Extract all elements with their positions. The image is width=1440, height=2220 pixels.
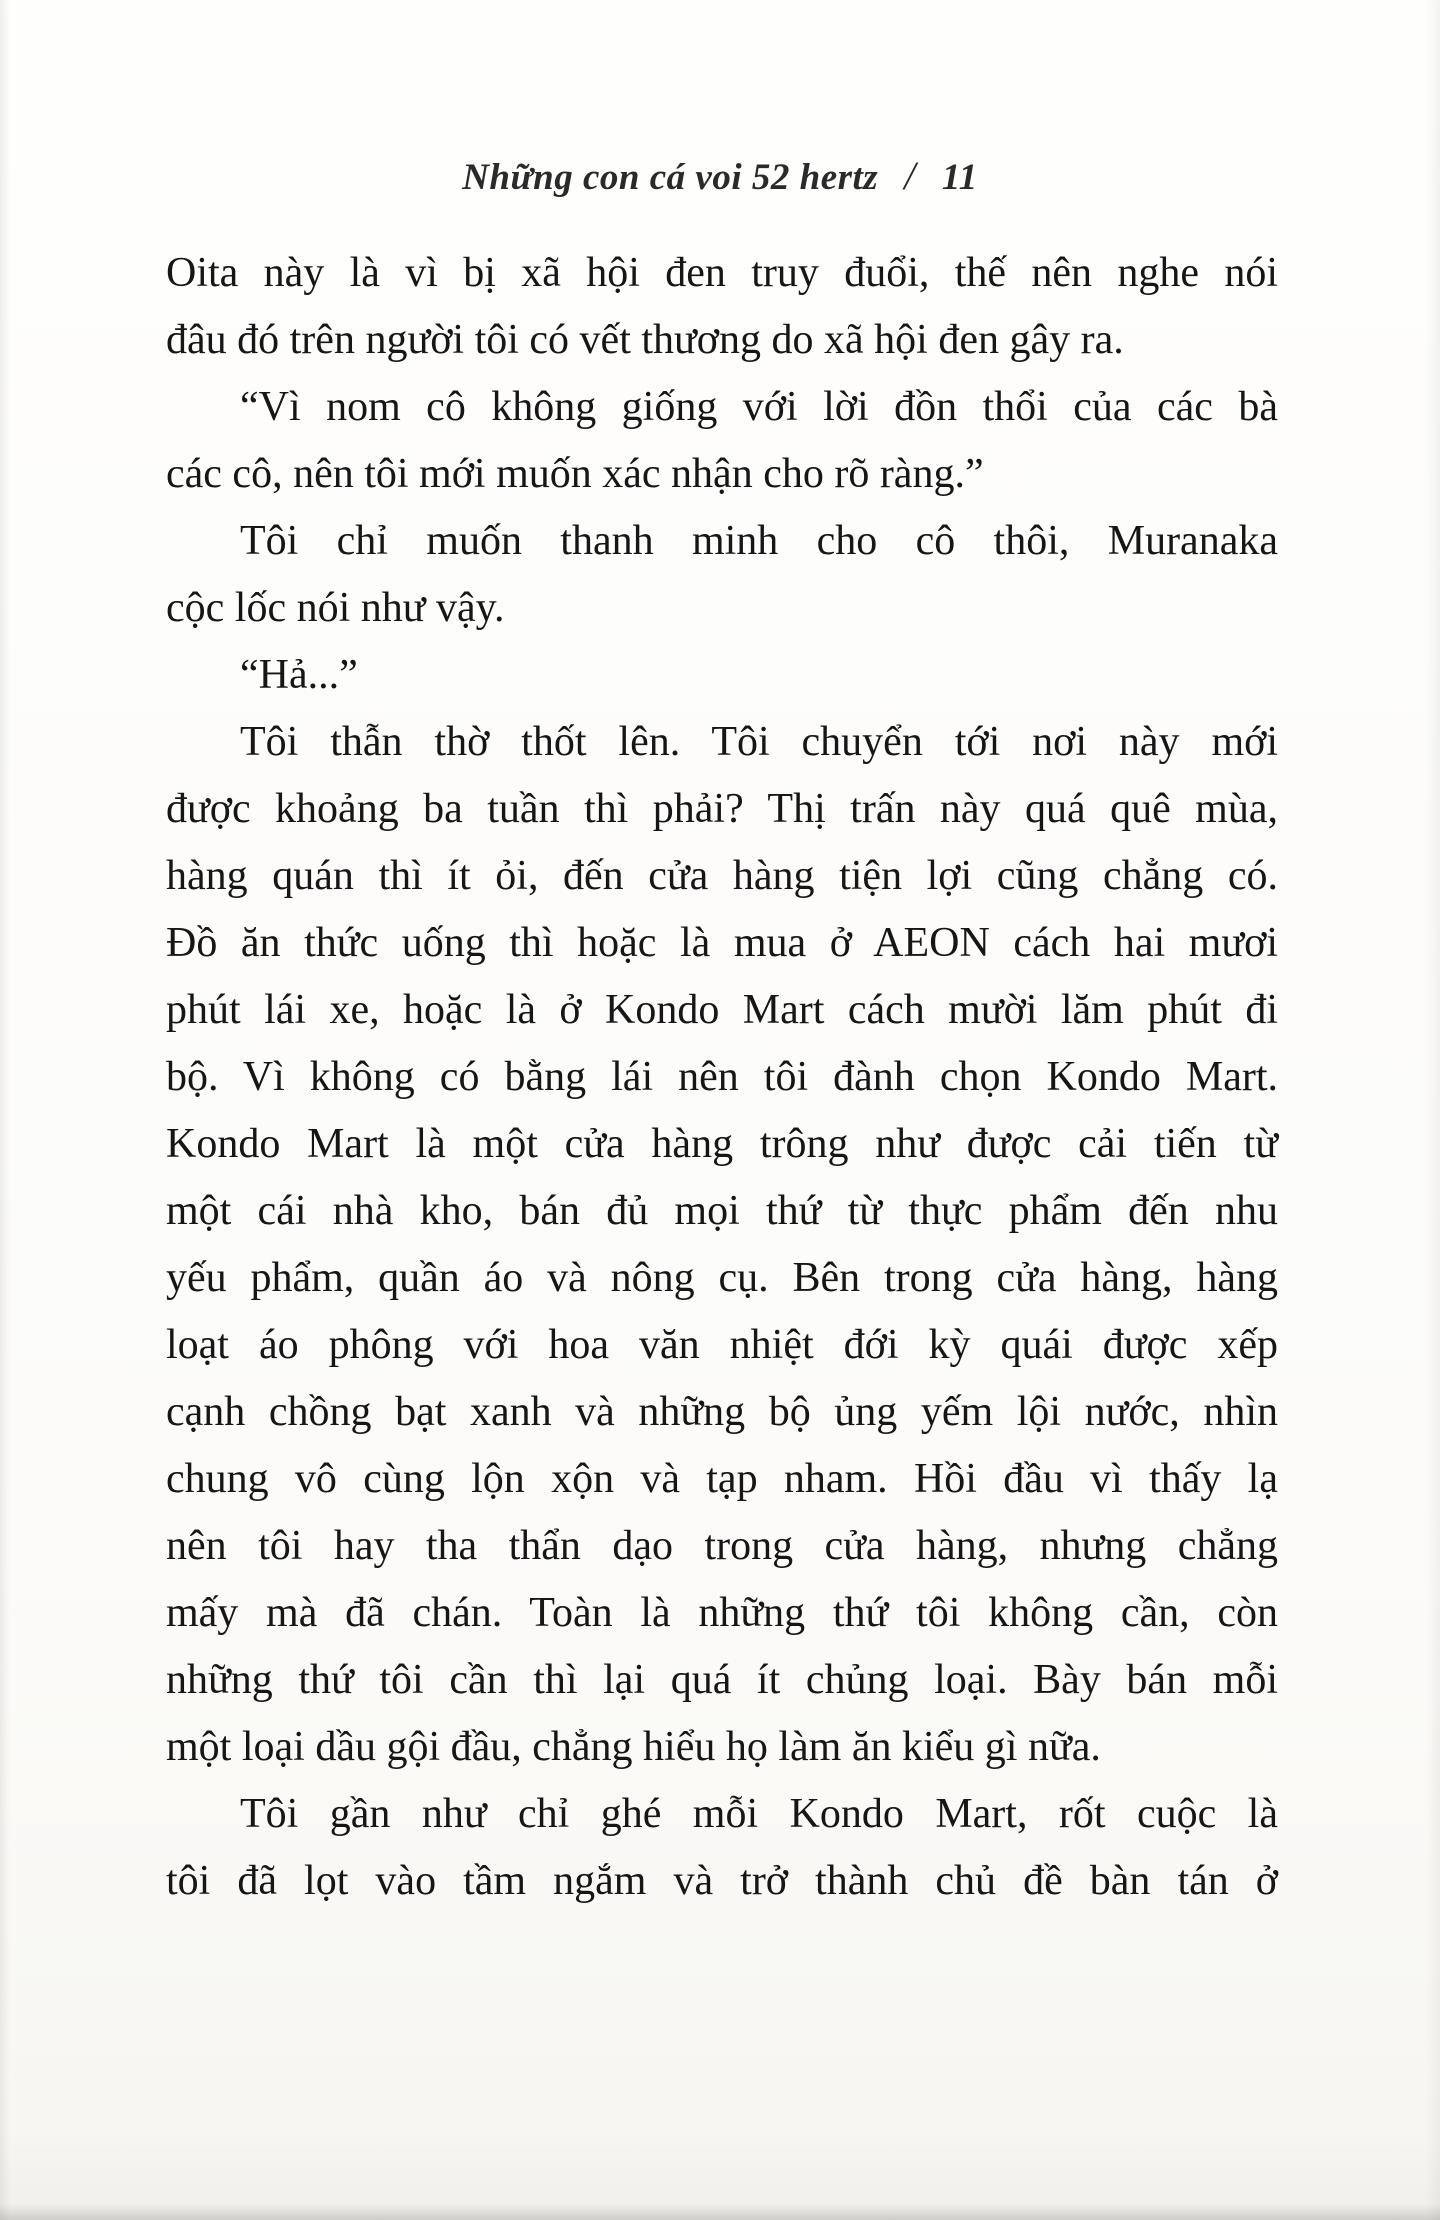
text-line: Tôi gần như chỉ ghé mỗi Kondo Mart, rốt cuộc là (240, 1791, 1278, 1837)
text-line: tôi đã lọt vào tầm ngắm và trở thành chủ đề bàn tán ở (166, 1858, 1278, 1904)
text-line: yếu phẩm, quần áo và nông cụ. Bên trong cửa hàng, hàng (166, 1255, 1278, 1301)
book-title: Những con cá voi 52 hertz (462, 157, 879, 198)
text-line: Đồ ăn thức uống thì hoặc là mua ở AEON cách hai mươi (166, 920, 1278, 966)
text-line: một cái nhà kho, bán đủ mọi thứ từ thực phẩm đến nhu (166, 1188, 1278, 1234)
text-line: đâu đó trên người tôi có vết thương do xã hội đen gây ra. (166, 317, 1124, 363)
text-line: chung vô cùng lộn xộn và tạp nham. Hồi đầu vì thấy lạ (166, 1456, 1278, 1502)
text-line: được khoảng ba tuần thì phải? Thị trấn này quá quê mùa, (166, 786, 1278, 832)
running-header (0, 152, 1440, 199)
text-line: loạt áo phông với hoa văn nhiệt đới kỳ quái được xếp (166, 1322, 1278, 1368)
text-line: Oita này là vì bị xã hội đen truy đuổi, thế nên nghe nói (166, 250, 1278, 296)
text-line: Kondo Mart là một cửa hàng trông như được cải tiến từ (166, 1121, 1278, 1167)
text-line: phút lái xe, hoặc là ở Kondo Mart cách mười lăm phút đi (166, 987, 1278, 1033)
text-line: một loại dầu gội đầu, chẳng hiểu họ làm ăn kiểu gì nữa. (166, 1724, 1101, 1770)
text-block (166, 240, 1278, 1915)
text-line: cộc lốc nói như vậy. (166, 585, 505, 631)
text-line: những thứ tôi cần thì lại quá ít chủng loại. Bày bán mỗi (166, 1657, 1278, 1703)
text-line: cạnh chồng bạt xanh và những bộ ủng yếm lội nước, nhìn (166, 1389, 1278, 1435)
text-line: mấy mà đã chán. Toàn là những thứ tôi không cần, còn (166, 1590, 1278, 1636)
page-edge-shade-right (1426, 0, 1440, 2220)
header-separator-slash: / (904, 153, 916, 198)
page-edge-shade-left (0, 0, 10, 2220)
text-line: bộ. Vì không có bằng lái nên tôi đành chọn Kondo Mart. (166, 1054, 1278, 1100)
text-line: Tôi thẫn thờ thốt lên. Tôi chuyển tới nơi này mới (240, 719, 1278, 765)
text-line: Tôi chỉ muốn thanh minh cho cô thôi, Muranaka (240, 518, 1278, 564)
text-line: các cô, nên tôi mới muốn xác nhận cho rõ ràng.” (166, 451, 984, 497)
text-line: “Hả...” (240, 652, 358, 698)
page-edge-shade-bottom (0, 2204, 1440, 2220)
text-line: hàng quán thì ít ỏi, đến cửa hàng tiện lợi cũng chẳng có. (166, 853, 1278, 899)
text-line: nên tôi hay tha thẩn dạo trong cửa hàng, nhưng chẳng (166, 1523, 1278, 1569)
text-line: “Vì nom cô không giống với lời đồn thổi của các bà (240, 384, 1278, 430)
page-number: 11 (941, 157, 978, 198)
